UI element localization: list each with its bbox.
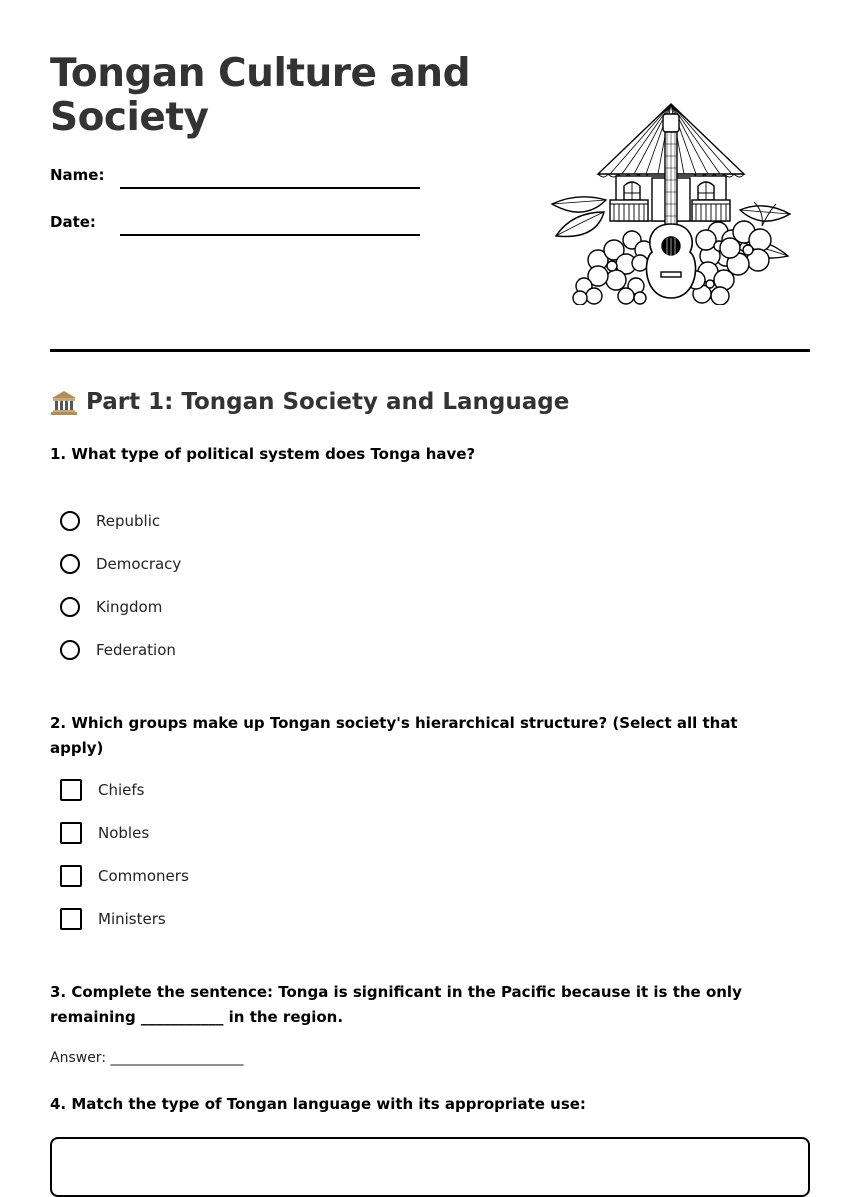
option-label: Nobles	[98, 824, 150, 842]
q2-option[interactable]	[60, 865, 189, 887]
option-label: Kingdom	[96, 598, 163, 616]
question-3: 3. Complete the sentence: Tonga is significant in the Pacific because it is the only remaining ___________ in the region.	[50, 983, 742, 1026]
option-label: Federation	[96, 641, 176, 659]
q1-option[interactable]	[60, 554, 181, 574]
option-label: Commoners	[98, 867, 189, 885]
q1-option[interactable]	[60, 511, 160, 531]
checkbox[interactable]	[60, 822, 82, 844]
date-field[interactable]	[120, 234, 420, 236]
answer-field[interactable]: Answer: ___________________	[50, 1050, 244, 1066]
checkbox[interactable]	[60, 908, 82, 930]
section-title: Part 1: Tongan Society and Language	[86, 389, 570, 415]
checkbox[interactable]	[60, 779, 82, 801]
classical-building-icon	[50, 388, 78, 416]
page-title: Tongan Culture and Society	[50, 51, 470, 140]
question-2: 2. Which groups make up Tongan society's hierarchical structure? (Select all that apply)	[50, 714, 738, 757]
date-label: Date:	[50, 213, 96, 231]
question-4: 4. Match the type of Tongan language with its appropriate use:	[50, 1095, 586, 1113]
option-label: Chiefs	[98, 781, 145, 799]
option-label: Ministers	[98, 910, 166, 928]
radio-button[interactable]	[60, 640, 80, 660]
q2-option[interactable]	[60, 779, 144, 801]
option-label: Democracy	[96, 555, 182, 573]
radio-button[interactable]	[60, 511, 80, 531]
option-label: Republic	[96, 512, 161, 530]
q2-option[interactable]	[60, 822, 149, 844]
matching-box	[50, 1137, 810, 1197]
question-1: 1. What type of political system does Tonga have?	[50, 445, 476, 463]
radio-button[interactable]	[60, 554, 80, 574]
radio-button[interactable]	[60, 597, 80, 617]
name-label: Name:	[50, 166, 105, 184]
section-heading	[50, 388, 569, 416]
tongan-hut-ukulele-illustration	[548, 100, 793, 305]
q1-option[interactable]	[60, 640, 176, 660]
checkbox[interactable]	[60, 865, 82, 887]
header-divider	[50, 349, 810, 352]
name-field[interactable]	[120, 187, 420, 189]
q2-option[interactable]	[60, 908, 166, 930]
q1-option[interactable]	[60, 597, 162, 617]
